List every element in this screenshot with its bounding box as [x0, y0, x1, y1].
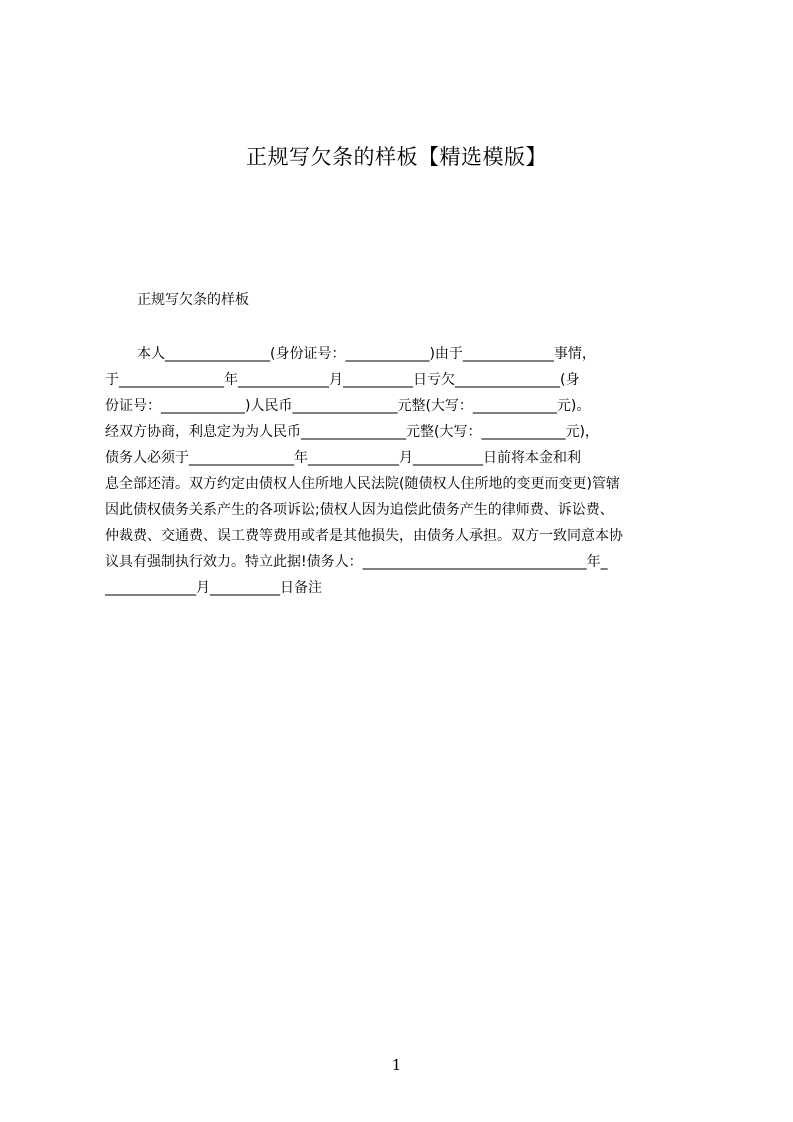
- body-line: 本人_______________(身份证号：____________)由于_____________事情，: [137, 346, 596, 362]
- body-line: 因此债权债务关系产生的各项诉讼;债权人因为追偿此债务产生的律师费、诉讼费、: [105, 502, 614, 518]
- body-line: 息全部还清。双方约定由债权人住所地人民法院(随债权人住所地的变更而变更)管辖: [105, 476, 620, 492]
- body-line: 经双方协商，利息定为为人民币_______________元整(大写：____________元)，: [105, 424, 599, 440]
- document-title: 正规写欠条的样板【精选模版】: [246, 145, 547, 169]
- body-line: 议具有强制执行效力。特立此据!债务人：________________________________年_: [105, 554, 608, 570]
- body-line: 份证号：____________)人民币_______________元整(大写：____________元)。: [105, 398, 591, 414]
- page-number: 1: [391, 1056, 402, 1074]
- body-line: _____________月__________日备注: [105, 580, 322, 596]
- document-subtitle: 正规写欠条的样板: [137, 292, 249, 308]
- document-body: [105, 341, 699, 601]
- body-line: 仲裁费、交通费、误工费等费用或者是其他损失，由债务人承担。双方一致同意本协: [105, 528, 623, 544]
- body-line: 债务人必须于_______________年_____________月__________日前将本金和利: [105, 450, 581, 466]
- body-line: 于_______________年_____________月__________日亏欠_______________(身: [105, 372, 580, 388]
